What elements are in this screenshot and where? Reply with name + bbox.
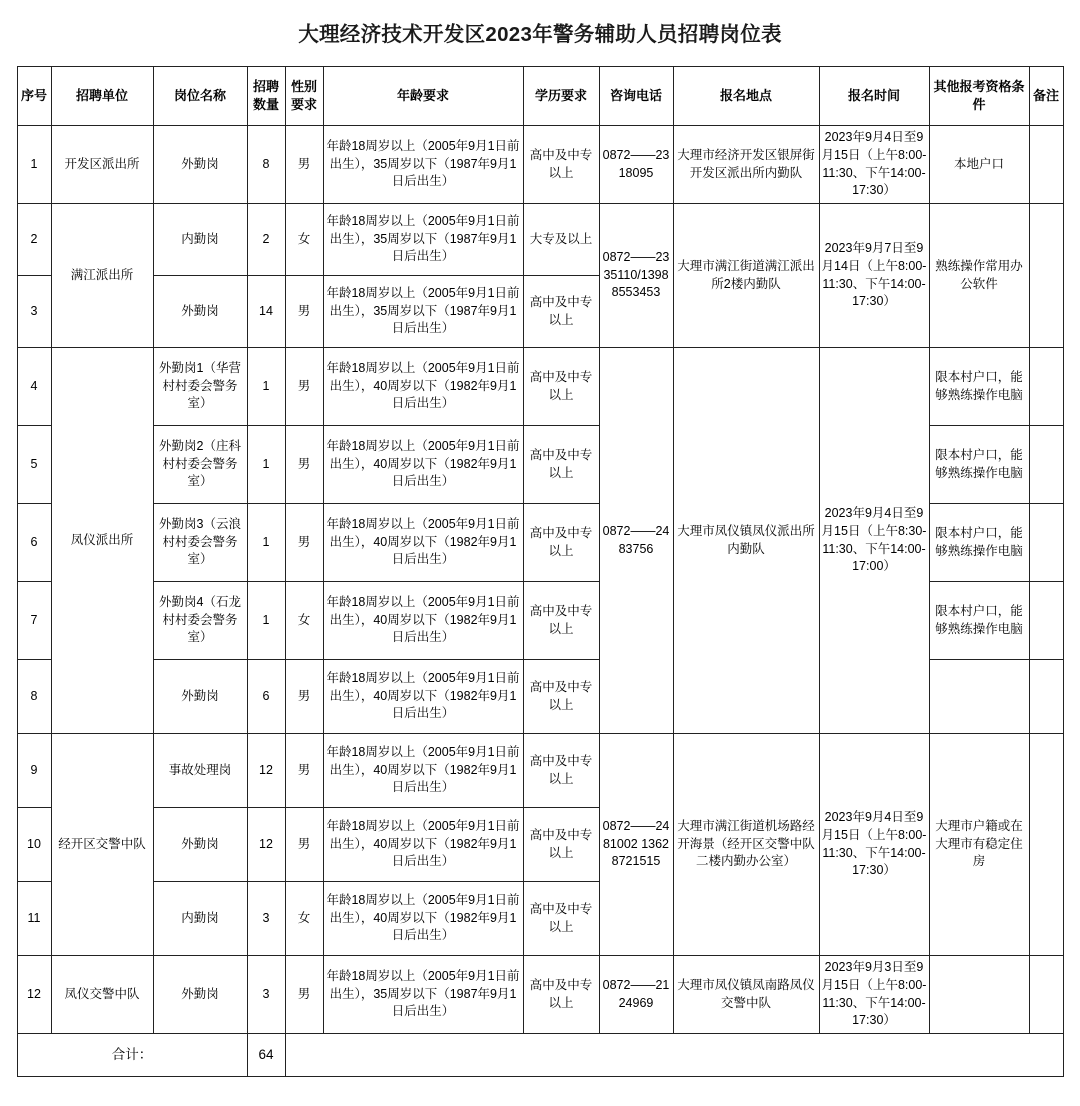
cell-education: 高中及中专以上 [523, 956, 599, 1034]
column-header-apply-time: 报名时间 [819, 67, 929, 126]
cell-age: 年龄18周岁以上（2005年9月1日前出生），35周岁以下（1987年9月1日后出生） [323, 276, 523, 348]
cell-education: 大专及以上 [523, 204, 599, 276]
cell-seq: 6 [17, 504, 51, 582]
table-header-row [17, 67, 1063, 126]
table-row [17, 734, 1063, 808]
cell-seq: 3 [17, 276, 51, 348]
cell-seq: 9 [17, 734, 51, 808]
cell-age: 年龄18周岁以上（2005年9月1日前出生），40周岁以下（1982年9月1日后出生） [323, 660, 523, 734]
cell-apply-time: 2023年9月3日至9月15日（上午8:00-11:30、下午14:00-17:30） [819, 956, 929, 1034]
cell-post: 外勤岗1（华营村村委会警务室） [153, 348, 247, 426]
cell-other-conditions: 大理市户籍或在大理市有稳定住房 [929, 734, 1029, 956]
cell-gender: 男 [285, 348, 323, 426]
cell-education: 高中及中专以上 [523, 426, 599, 504]
cell-note [1029, 660, 1063, 734]
summary-total: 64 [247, 1034, 285, 1077]
cell-note [1029, 582, 1063, 660]
cell-gender: 男 [285, 734, 323, 808]
cell-age: 年龄18周岁以上（2005年9月1日前出生），40周岁以下（1982年9月1日后出生） [323, 504, 523, 582]
column-header-other-conditions: 其他报考资格条件 [929, 67, 1029, 126]
cell-unit: 凤仪派出所 [51, 348, 153, 734]
cell-location: 大理市凤仪镇凤南路凤仪交警中队 [673, 956, 819, 1034]
cell-number: 3 [247, 882, 285, 956]
cell-location: 大理市满江街道机场路经开海景（经开区交警中队二楼内勤办公室） [673, 734, 819, 956]
column-header-note: 备注 [1029, 67, 1063, 126]
cell-seq: 4 [17, 348, 51, 426]
cell-note [1029, 348, 1063, 426]
cell-post: 外勤岗2（庄科村村委会警务室） [153, 426, 247, 504]
cell-number: 14 [247, 276, 285, 348]
cell-education: 高中及中专以上 [523, 882, 599, 956]
cell-number: 1 [247, 582, 285, 660]
cell-phone: 0872——2483756 [599, 348, 673, 734]
cell-education: 高中及中专以上 [523, 582, 599, 660]
cell-seq: 2 [17, 204, 51, 276]
cell-other-conditions: 本地户口 [929, 126, 1029, 204]
cell-post: 内勤岗 [153, 204, 247, 276]
table-row [17, 348, 1063, 426]
cell-number: 2 [247, 204, 285, 276]
cell-gender: 男 [285, 956, 323, 1034]
cell-age: 年龄18周岁以上（2005年9月1日前出生），40周岁以下（1982年9月1日后出生） [323, 734, 523, 808]
cell-other-conditions [929, 956, 1029, 1034]
cell-post: 外勤岗 [153, 956, 247, 1034]
cell-number: 12 [247, 808, 285, 882]
cell-gender: 男 [285, 504, 323, 582]
cell-gender: 女 [285, 582, 323, 660]
cell-unit: 开发区派出所 [51, 126, 153, 204]
cell-gender: 女 [285, 882, 323, 956]
cell-number: 12 [247, 734, 285, 808]
cell-seq: 5 [17, 426, 51, 504]
cell-other-conditions: 熟练操作常用办公软件 [929, 204, 1029, 348]
cell-number: 8 [247, 126, 285, 204]
cell-location: 大理市经济开发区银屏街开发区派出所内勤队 [673, 126, 819, 204]
cell-note [1029, 734, 1063, 956]
cell-other-conditions: 限本村户口，能够熟练操作电脑 [929, 504, 1029, 582]
recruitment-positions-table [17, 66, 1064, 1077]
cell-education: 高中及中专以上 [523, 348, 599, 426]
column-header-gender: 性别要求 [285, 67, 323, 126]
cell-education: 高中及中专以上 [523, 808, 599, 882]
cell-apply-time: 2023年9月4日至9月15日（上午8:30-11:30、下午14:00-17:00） [819, 348, 929, 734]
cell-gender: 男 [285, 808, 323, 882]
cell-seq: 1 [17, 126, 51, 204]
table-summary-row [17, 1034, 1063, 1077]
summary-label: 合计： [17, 1034, 247, 1077]
cell-note [1029, 956, 1063, 1034]
column-header-phone: 咨询电话 [599, 67, 673, 126]
page-title: 大理经济技术开发区2023年警务辅助人员招聘岗位表 [298, 23, 782, 46]
cell-age: 年龄18周岁以上（2005年9月1日前出生），40周岁以下（1982年9月1日后出生） [323, 808, 523, 882]
column-header-age: 年龄要求 [323, 67, 523, 126]
cell-education: 高中及中专以上 [523, 276, 599, 348]
cell-number: 1 [247, 348, 285, 426]
cell-apply-time: 2023年9月7日至9月14日（上午8:00-11:30、下午14:00-17:30） [819, 204, 929, 348]
cell-seq: 8 [17, 660, 51, 734]
cell-age: 年龄18周岁以上（2005年9月1日前出生），35周岁以下（1987年9月1日后出生） [323, 204, 523, 276]
cell-education: 高中及中专以上 [523, 660, 599, 734]
cell-post: 外勤岗 [153, 660, 247, 734]
cell-age: 年龄18周岁以上（2005年9月1日前出生），35周岁以下（1987年9月1日后出生） [323, 126, 523, 204]
cell-phone: 0872——2124969 [599, 956, 673, 1034]
cell-phone: 0872——2481002 13628721515 [599, 734, 673, 956]
table-row [17, 204, 1063, 276]
cell-phone: 0872——2318095 [599, 126, 673, 204]
cell-post: 内勤岗 [153, 882, 247, 956]
column-header-post: 岗位名称 [153, 67, 247, 126]
summary-empty [285, 1034, 1063, 1077]
cell-gender: 男 [285, 276, 323, 348]
cell-post: 外勤岗 [153, 276, 247, 348]
cell-other-conditions: 限本村户口，能够熟练操作电脑 [929, 582, 1029, 660]
column-header-unit: 招聘单位 [51, 67, 153, 126]
cell-seq: 11 [17, 882, 51, 956]
cell-phone: 0872——2335110/13988553453 [599, 204, 673, 348]
cell-location: 大理市满江街道满江派出所2楼内勤队 [673, 204, 819, 348]
cell-post: 外勤岗 [153, 126, 247, 204]
cell-age: 年龄18周岁以上（2005年9月1日前出生），40周岁以下（1982年9月1日后出生） [323, 348, 523, 426]
column-header-number: 招聘数量 [247, 67, 285, 126]
column-header-education: 学历要求 [523, 67, 599, 126]
cell-number: 3 [247, 956, 285, 1034]
cell-gender: 男 [285, 660, 323, 734]
cell-post: 外勤岗3（云浪村村委会警务室） [153, 504, 247, 582]
cell-gender: 男 [285, 426, 323, 504]
cell-unit: 经开区交警中队 [51, 734, 153, 956]
cell-number: 6 [247, 660, 285, 734]
cell-location: 大理市凤仪镇凤仪派出所内勤队 [673, 348, 819, 734]
cell-other-conditions: 限本村户口，能够熟练操作电脑 [929, 426, 1029, 504]
cell-gender: 女 [285, 204, 323, 276]
column-header-location: 报名地点 [673, 67, 819, 126]
cell-note [1029, 426, 1063, 504]
cell-unit: 满江派出所 [51, 204, 153, 348]
cell-age: 年龄18周岁以上（2005年9月1日前出生），35周岁以下（1987年9月1日后出生） [323, 956, 523, 1034]
cell-note [1029, 204, 1063, 348]
cell-number: 1 [247, 504, 285, 582]
cell-age: 年龄18周岁以上（2005年9月1日前出生），40周岁以下（1982年9月1日后出生） [323, 582, 523, 660]
cell-education: 高中及中专以上 [523, 734, 599, 808]
cell-age: 年龄18周岁以上（2005年9月1日前出生），40周岁以下（1982年9月1日后出生） [323, 426, 523, 504]
cell-age: 年龄18周岁以上（2005年9月1日前出生），40周岁以下（1982年9月1日后出生） [323, 882, 523, 956]
cell-education: 高中及中专以上 [523, 504, 599, 582]
table-row [17, 956, 1063, 1034]
cell-post: 外勤岗 [153, 808, 247, 882]
cell-seq: 10 [17, 808, 51, 882]
table-row [17, 126, 1063, 204]
cell-number: 1 [247, 426, 285, 504]
cell-unit: 凤仪交警中队 [51, 956, 153, 1034]
cell-apply-time: 2023年9月4日至9月15日（上午8:00-11:30、下午14:00-17:30） [819, 734, 929, 956]
cell-seq: 7 [17, 582, 51, 660]
cell-note [1029, 126, 1063, 204]
cell-post: 外勤岗4（石龙村村委会警务室） [153, 582, 247, 660]
cell-seq: 12 [17, 956, 51, 1034]
cell-post: 事故处理岗 [153, 734, 247, 808]
column-header-seq: 序号 [17, 67, 51, 126]
cell-note [1029, 504, 1063, 582]
cell-gender: 男 [285, 126, 323, 204]
cell-other-conditions: 限本村户口，能够熟练操作电脑 [929, 348, 1029, 426]
cell-other-conditions [929, 660, 1029, 734]
cell-education: 高中及中专以上 [523, 126, 599, 204]
cell-apply-time: 2023年9月4日至9月15日（上午8:00-11:30、下午14:00-17:30） [819, 126, 929, 204]
